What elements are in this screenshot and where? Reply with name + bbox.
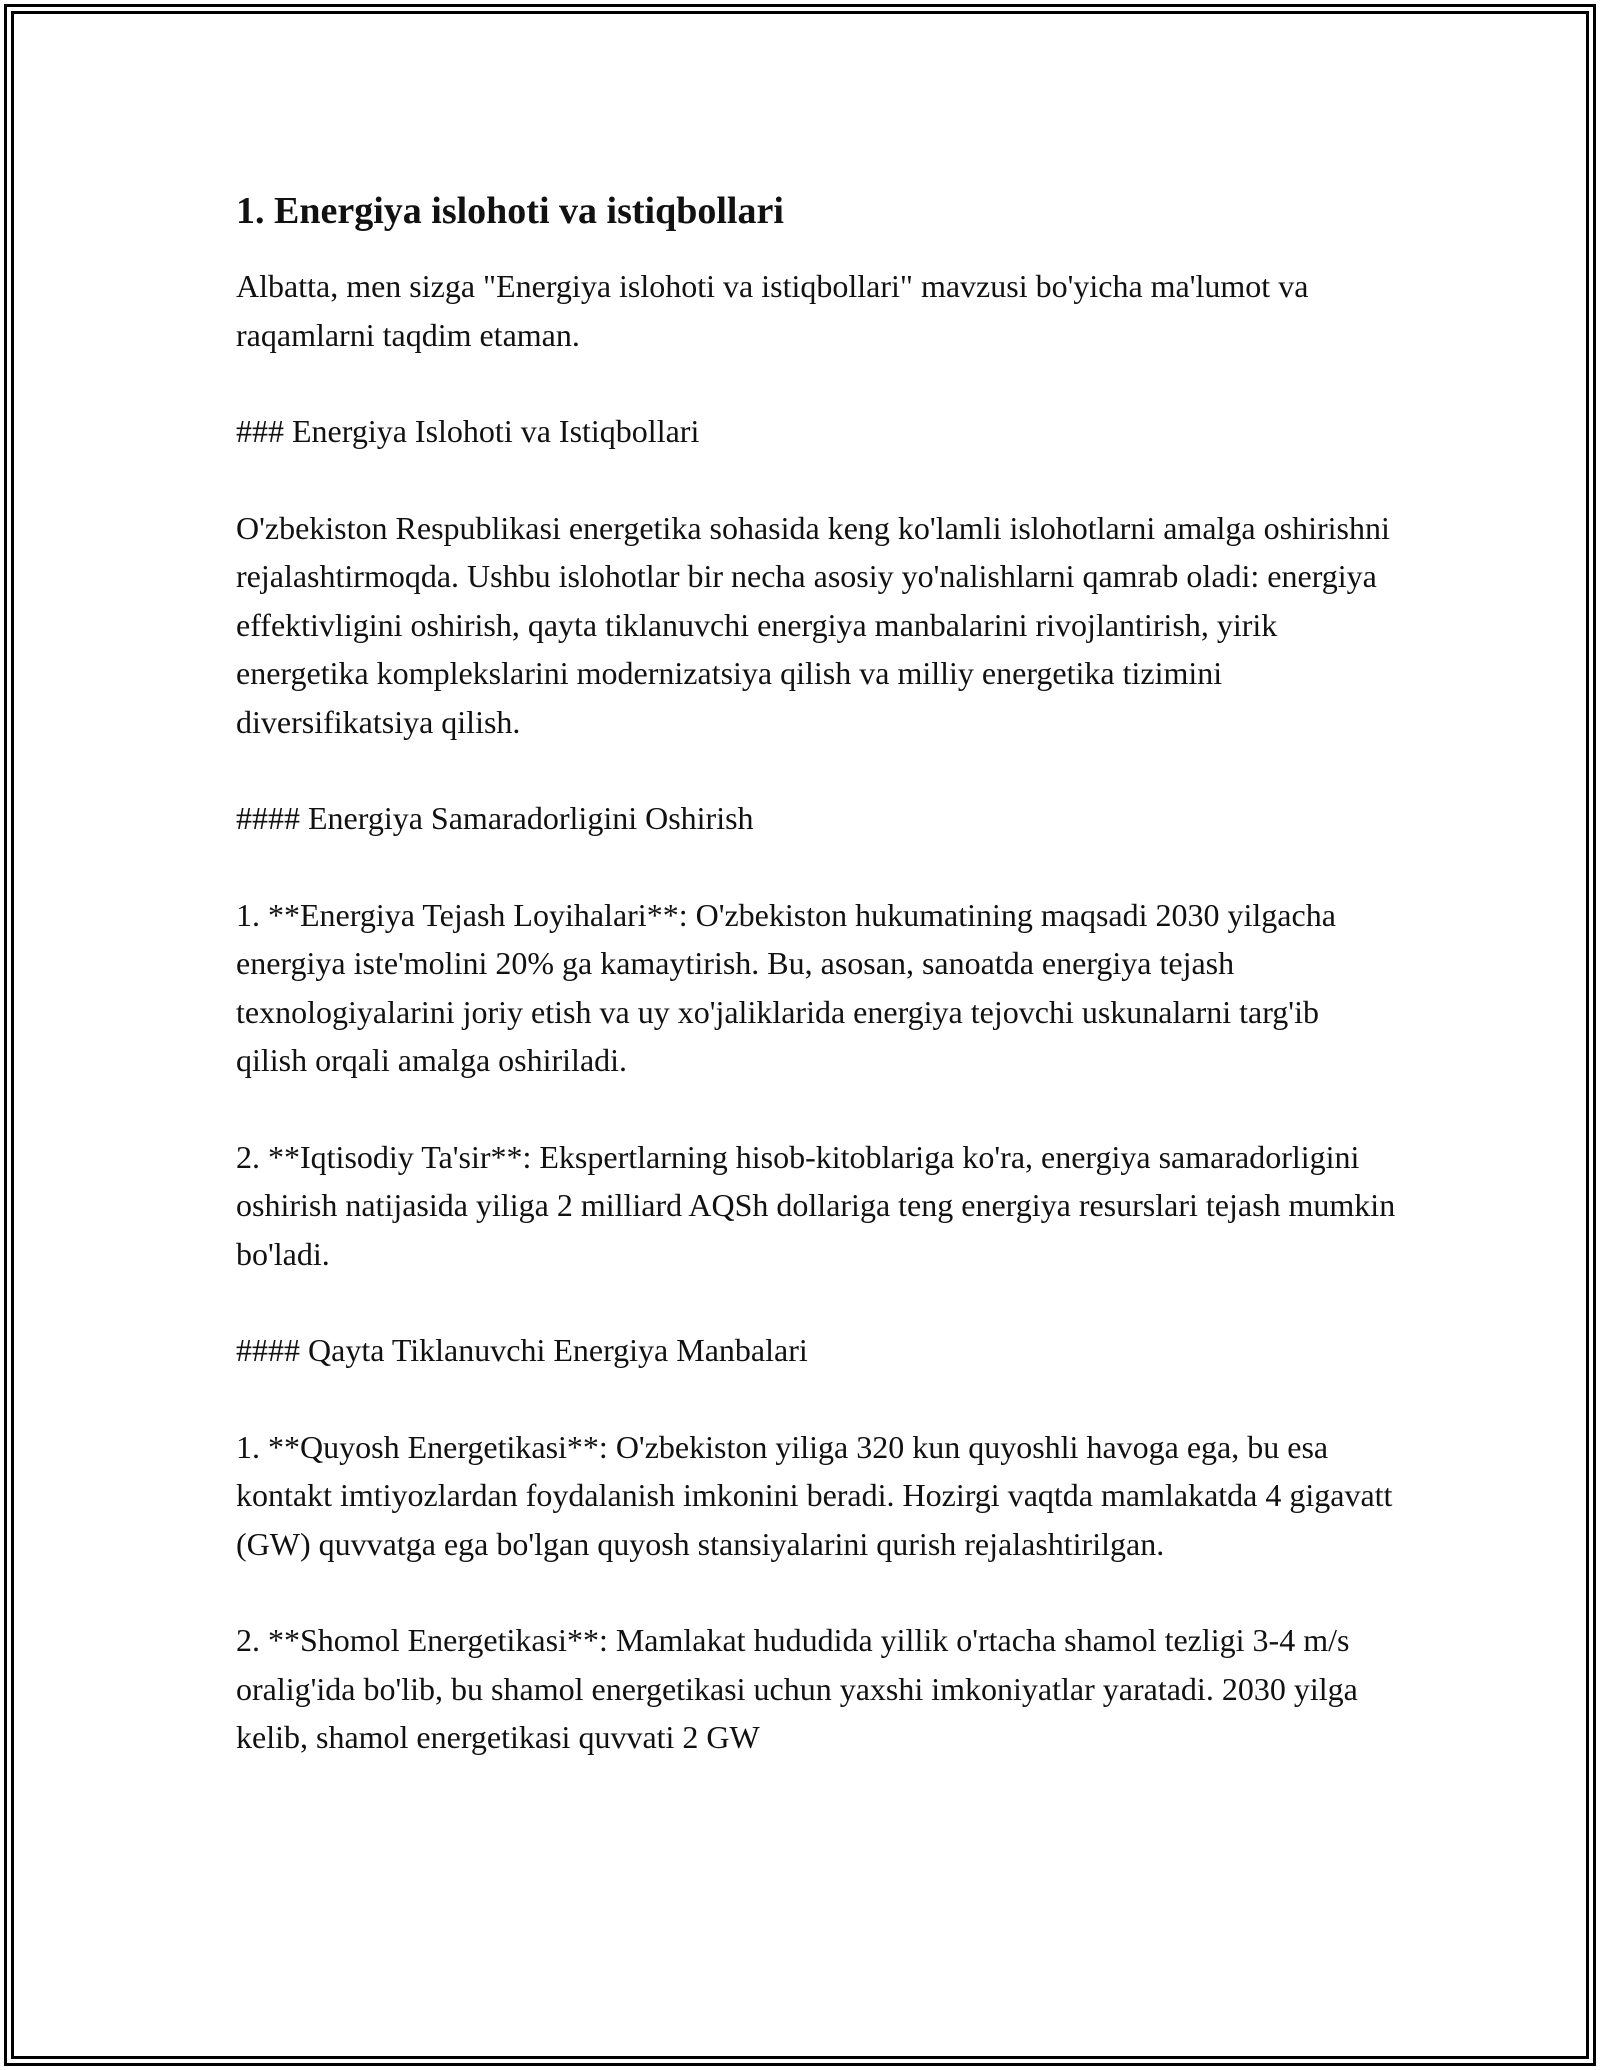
subsection-heading-efficiency: #### Energiya Samaradorligini Oshirish xyxy=(236,800,754,836)
list-item-economic-impact: 2. **Iqtisodiy Ta'sir**: Ekspertlarning hisob-kitoblariga ko'ra, energiya samaradorligini oshirish natijasida yiliga 2 milliard AQSh dollariga teng energiya resurslari tejash mumkin bo'ladi. xyxy=(236,1138,1396,1272)
overview-paragraph: O'zbekiston Respublikasi energetika sohasida keng ko'lamli islohotlarni amalga oshirishni rejalashtirmoqda. Ushbu islohotlar bir necha asosiy yo'nalishlarni qamrab oladi: energiya effektivligini oshirish, qayta tiklanuvchi energiya manbalarini rivojlantirish, yirik energetika komplekslarini modernizatsiya qilish va milliy energetika tizimini diversifikatsiya qilish. xyxy=(236,509,1390,740)
list-item-energy-saving: 1. **Energiya Tejash Loyihalari**: O'zbekiston hukumatining maqsadi 2030 yilgacha energiya iste'molini 20% ga kamaytirish. Bu, asosan, sanoatda energiya tejash texnologiyalarini joriy etish va uy xo'jaliklarida energiya tejovchi uskunalarni targ'ib qilish orqali amalga oshiriladi. xyxy=(236,896,1336,1078)
list-item-solar: 1. **Quyosh Energetikasi**: O'zbekiston yiliga 320 kun quyoshli havoga ega, bu esa kontakt imtiyozlardan foydalanish imkonini beradi. Hozirgi vaqtda mamlakatda 4 gigavatt (GW) quvvatga ega bo'lgan quyosh stansiyalarini qurish rejalashtirilgan. xyxy=(236,1428,1393,1562)
section-heading-line: ### Energiya Islohoti va Istiqbollari xyxy=(236,413,700,449)
intro-paragraph: Albatta, men sizga "Energiya islohoti va istiqbollari" mavzusi bo'yicha ma'lumot va raqamlarni taqdim etaman. xyxy=(236,268,1309,353)
document-body xyxy=(236,186,1396,1810)
subsection-heading-renewables: #### Qayta Tiklanuvchi Energiya Manbalari xyxy=(236,1332,808,1368)
document-title: 1. Energiya islohoti va istiqbollari xyxy=(236,190,784,232)
list-item-wind: 2. **Shomol Energetikasi**: Mamlakat hududida yillik o'rtacha shamol tezligi 3-4 m/s oralig'ida bo'lib, bu shamol energetikasi uchun yaxshi imkoniyatlar yaratadi. 2030 yilga kelib, shamol energetikasi quvvati 2 GW xyxy=(236,1622,1358,1755)
